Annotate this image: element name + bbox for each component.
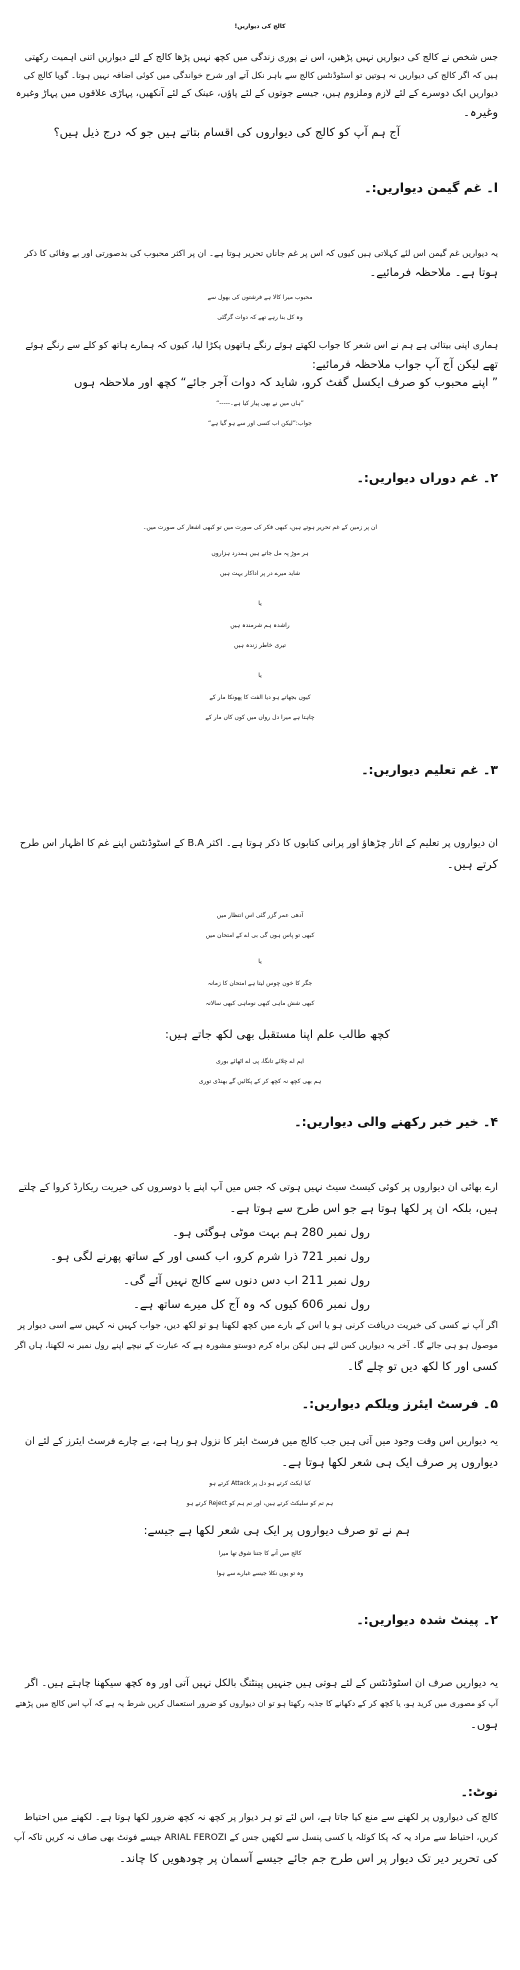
roll-number-line: رول نمبر 606 کیوں کہ وہ آج کل میرے ساتھ ہے۔ [133, 1297, 370, 1311]
paragraph-line: دیواروں پر صرف ایک ہی شعر لکھا ہوتا ہے۔ [281, 1455, 498, 1469]
section-heading-6: ۲۔ پینٹ شدہ دیواریں:۔ [356, 1612, 498, 1627]
intro-line: ہیں کہ اگر کالج کی دیواریں نہ ہوتیں تو اسٹوڈنٹس کالج سے باہر نکل آتے اور شرح خواندگی میں کوئی اضافہ نہیں ہوتا۔ گویا کالج کی [23, 71, 498, 81]
roll-number-line: رول نمبر 211 اب دس دنوں سے کالج نہیں آئے گی۔ [123, 1273, 370, 1287]
verse-line: آدھی عمر گزر گئی اس انتظار میں [216, 912, 304, 919]
verse-line: جگر کا خون چوس لیتا ہے امتحان کا زمانہ [207, 980, 313, 987]
section-heading-3: ۳۔ غم تعلیم دیواریں:۔ [361, 762, 498, 777]
dialog-line: جواب:”لیکن اب کسی اور سے ہو گیا ہے“ [208, 420, 312, 427]
paragraph-line: کسی اور کا لکھ دیں تو چلے گا۔ [347, 1359, 498, 1373]
note-line: کریں، احتیاط سے مراد یہ کہ پکا کوئلہ یا کسی پنسل سے لکھیں جس کے ARIAL FEROZI جیسے فونٹ بھی صاف نہ کریں تاکہ آپ [13, 1833, 498, 1843]
verse-line: محبوب میرا کالا ہے فرشتوں کی بھول سے [207, 294, 313, 301]
paragraph-line: کچھ طالب علم اپنا مستقبل بھی لکھ جاتے ہیں: [164, 1027, 390, 1041]
verse-line: وہ تو یوں نکلا جیسے غبارے سے ہوا [216, 1570, 304, 1577]
paragraph-line: یہ دیواریں اس وقت وجود میں آتی ہیں جب کالج میں فرسٹ ایئر کا نزول ہو رہا ہے، بے چارے فرسٹ ایئرز کے لئے ان [24, 1436, 498, 1447]
verse-line: کیا ایکٹ کرتے ہو دل پر Attack کرتے ہو [209, 1480, 311, 1487]
dialog-line: ”ہاں میں نے بھی پیار کیا ہے۔-----“ [216, 400, 304, 407]
section-heading-2: ۲۔ غم دوراں دیواریں:۔ [356, 470, 498, 485]
paragraph-line: تھے لیکن آج آپ جواب ملاحظہ فرمائیے: [311, 357, 498, 371]
verse-line: کبھی تو پاس ہوں گی بی اے کے امتحان میں [205, 932, 315, 939]
verse-separator: یا [258, 958, 262, 965]
paragraph-line: ” اپنے محبوب کو صرف ایکسل گفٹ کرو، شاید کہ دوات آجر جائے“ کچھ اور ملاحظہ ہوں [73, 375, 498, 389]
paragraph-line: ہماری اپنی بیتائی ہے ہم نے اس شعر کا جواب لکھتے ہوئے رنگے ہاتھوں پکڑا لیا، کیوں کہ ہمارے ہاتھ کو کلے سے رنگے ہوئے [25, 340, 498, 351]
verse-separator: یا [258, 672, 262, 679]
verse-line: شاید میرے در پر اداکار بہت ہیں [219, 570, 301, 577]
verse-line: ہم بھی کچھ نہ کچھ کر کے پکائیں گے بھنڈی توری [198, 1078, 322, 1085]
paragraph-line: ان دیواروں پر تعلیم کے اتار چڑھاؤ اور پرانی کتابوں کا ذکر ہوتا ہے۔ اکثر B.A کے اسٹوڈنٹس اپنے غم کا اظہار اس طرح [19, 838, 498, 849]
verse-line: کالج میں آنے کا جتنا شوق تھا میرا [218, 1550, 302, 1557]
paragraph-line: ہم نے تو صرف دیواروں پر ایک ہی شعر لکھا ہے جیسے: [143, 1523, 410, 1537]
intro-line: جس شخص نے کالج کی دیواریں نہیں پڑھیں، اس نے پوری زندگی میں کچھ نہیں پڑھا کالج کے لئے دیواریں اتنی اہمیت رکھتی [24, 52, 498, 63]
note-line: کی تحریر دیر تک دیوار پر اس طرح جم جائے جیسے آسمان پر چودھویں کا چاند۔ [119, 1851, 498, 1865]
paragraph-line: ارے بھائی ان دیواروں پر کوئی کیسٹ سیٹ نہیں ہوتی کہ جس میں آپ اپنے یا دوسروں کی خیریت ریکارڈ کروا کے چلتے [18, 1182, 498, 1193]
verse-line: چاہتا ہے میرا دل رواں میں کوں کاں مار کے [205, 714, 315, 721]
paragraph-line: ان پر زمین کے غم تحریر ہوتے ہیں، کبھی فکر کی صورت میں تو کبھی اشعار کی صورت میں۔ [142, 524, 378, 531]
paragraph-line: یہ دیواریں صرف ان اسٹوڈنٹس کے لئے ہوتی ہیں جنہیں پینٹنگ بالکل نہیں آتی اور وہ کچھ سیکھنا چاہتے ہیں۔ اگر [25, 1678, 498, 1689]
verse-line: ہر موڑ پہ مل جاتے ہیں ہمدرد ہزاروں [211, 550, 309, 557]
section-heading-4: ۴۔ خیر خبر رکھنے والی دیواریں:۔ [294, 1114, 498, 1129]
paragraph-line: ہیں، بلکہ ان پر لکھا ہوتا ہے جو اس طرح سے ہوتا ہے۔ [229, 1201, 498, 1215]
verse-line: تیری خاطر زندہ ہیں [234, 642, 286, 649]
intro-line: دیواریں ایک دوسرے کے لئے لازم وملزوم ہیں، جیسے جوتوں کے لئے پاؤں، عینک کے لئے آنکھیں، پہاڑی علاقوں میں پہاڑ وغیرہ [15, 88, 498, 99]
verse-line: کیوں بجھاتے ہو دیا الفت کا پھونکا مار کے [209, 694, 311, 701]
section-heading-5: ۵۔ فرسٹ ایئرز ویلکم دیواریں:۔ [301, 1396, 498, 1411]
verse-line: راشدہ ہم شرمندہ ہیں [230, 622, 290, 629]
paragraph-line: آپ کو مصوری میں کرید ہو، یا کچھ کر کے دکھانے کا جذبہ رکھتا ہو تو ان دیواروں کو ضرور استعمال کریں شرط یہ ہے کہ آپ اس کالج میں پڑھتے [15, 1699, 498, 1708]
page-title: کالج کی دیواریں! [234, 23, 286, 30]
verse-separator: یا [258, 600, 262, 607]
section-heading-1: ا۔ غم گیمن دیواریں:۔ [364, 180, 498, 195]
roll-number-line: رول نمبر 280 ہم بہت موٹی ہوگئی ہو۔ [172, 1225, 370, 1239]
verse-line: ہم تم کو سلیکٹ کرتے ہیں، اور تم ہم کو Reject کرتے ہو [186, 1500, 334, 1507]
paragraph-line: کرتے ہیں۔ [446, 857, 498, 871]
verse-line: کبھی شش ماہی کبھی نوماہی کبھی سالانہ [205, 1000, 315, 1007]
paragraph-line: موصول ہو ہی جائے گا۔ آخر یہ دیواریں کس لئے ہیں لیکن براہ کرم دوستو مشورہ ہے کہ عبارت کے نیچے اپنے رول نمبر نہ لکھنا، ہاں اگر [14, 1341, 498, 1351]
intro-line: وغیرہ۔ [463, 105, 498, 119]
paragraph-line: یہ دیواریں غم گیمن اس لئے کہلاتی ہیں کیوں کہ اس پر غم جاناں تحریر ہوتا ہے۔ ان پر اکثر محبوب کی بدصورتی اور بے وفائی کا ذکر [24, 249, 498, 259]
note-line: کالج کی دیواروں پر لکھنے سے منع کیا جاتا ہے، اس لئے تو ہر دیوار پر کچھ نہ کچھ ضرور لکھا ہوتا ہے۔ لکھنے میں احتیاط [23, 1812, 498, 1823]
intro-question: آج ہم آپ کو کالج کی دیواروں کی اقسام بتاتے ہیں جو کہ درج ذیل ہیں؟ [53, 125, 400, 139]
note-heading: نوٹ:۔ [460, 1784, 498, 1799]
paragraph-line: ہوتا ہے۔ ملاحظہ فرمائیے۔ [369, 265, 498, 279]
verse-line: ایم اے چلائے تانگا، پی اے اٹھائے بوری [216, 1058, 304, 1065]
roll-number-line: رول نمبر 721 ذرا شرم کرو، اب کسی اور کے ساتھ پھرنے لگی ہو۔ [50, 1249, 370, 1263]
paragraph-line: اگر آپ نے کسی کی خیریت دریافت کرنی ہو یا اس کے بارے میں کچھ لکھنا ہو تو لکھ دیں، جواب کہیں نہ کہیں سے اسی دیوار پر [17, 1321, 498, 1331]
paragraph-line: ہوں۔ [470, 1717, 498, 1731]
verse-line: وہ کل بنا رہے تھے کہ دوات گرگئی [217, 314, 303, 321]
